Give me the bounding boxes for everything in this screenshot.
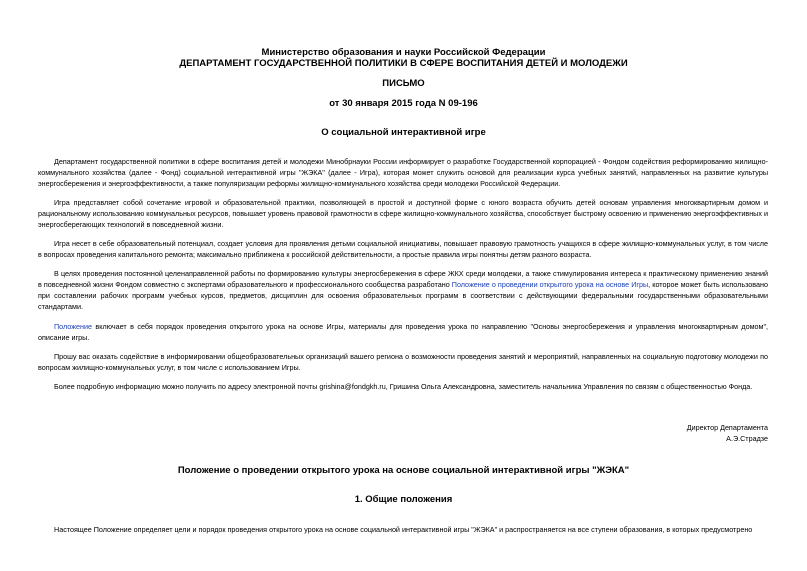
ministry-heading: Министерство образования и науки Российской Федерации — [261, 47, 546, 58]
paragraph-5 — [38, 321, 768, 343]
signature-position: Директор Департамента — [686, 423, 768, 432]
signature-name: А.Э.Страдзе — [726, 434, 768, 443]
paragraph-4-text-end: , которое может быть использовано при составлении рабочих программ учебных курсов, предметов, дисциплин для освоения образовательных программ в соответствии с действующими федеральными государственными образовательными стандартами. — [38, 280, 768, 311]
document-date-number: от 30 января 2015 года N 09-196 — [329, 98, 478, 109]
paragraph-4 — [38, 268, 768, 312]
section-1-title: 1. Общие положения — [354, 494, 453, 505]
document-type: ПИСЬМО — [382, 78, 425, 89]
regulation-link-short[interactable]: Положение — [54, 322, 92, 331]
section-1-paragraph-1: Настоящее Положение определяет цели и порядок проведения открытого урока на основе социальной интерактивной игры "ЖЭКА" и распространяется на все ступени образования, в которых предусмотрено — [54, 525, 753, 534]
paragraph-6: Прошу вас оказать содействие в информировании общеобразовательных организаций вашего региона о возможности проведения занятий и мероприятий, направленных на социальную подготовку молодежи по вопросам жилищно-коммунальных услуг, в том числе с использованием Игры. — [38, 352, 768, 372]
appendix-title: Положение о проведении открытого урока на основе социальной интерактивной игры "ЖЭКА" — [177, 465, 630, 476]
paragraph-2: Игра представляет собой сочетание игровой и образовательной практики, позволяющей в простой и доступной форме с юного возраста обучить детей основам управления многоквартирным домом и рациональному использованию коммунальных ресурсов, повышает уровень правовой грамотности в сфере жилищно-коммунального хозяйства, способствует быстрому освоению и применению энергоэффективных и энергосберегающих технологий в повседневной жизни. — [38, 198, 768, 229]
paragraph-7: Более подробную информацию можно получить по адресу электронной почты grishina@fondgkh.ru, Гришина Ольга Александровна, заместитель начальника Управления по связям с общественностью Фонда. — [54, 382, 753, 391]
regulation-link[interactable]: Положение о проведении открытого урока на основе Игры — [451, 280, 649, 289]
document-subject: О социальной интерактивной игре — [321, 127, 486, 138]
paragraph-5-text: включает в себя порядок проведения открытого урока на основе Игры, материалы для проведения урока по направлению "Основы энергосбережения и управления многоквартирным домом", описание игры. — [38, 322, 768, 342]
department-heading: ДЕПАРТАМЕНТ ГОСУДАРСТВЕННОЙ ПОЛИТИКИ В СФЕРЕ ВОСПИТАНИЯ ДЕТЕЙ И МОЛОДЕЖИ — [179, 58, 628, 69]
paragraph-4-text-start: В целях проведения постоянной целенаправленной работы по формированию культуры энергосбережения в сфере ЖКХ среди молодежи, а также стимулирования интереса к практическому применению знаний в повседневной жизни Фондом совместно с экспертами образовательного и профессионального сообщества разработано — [38, 269, 768, 289]
paragraph-1: Департамент государственной политики в сфере воспитания детей и молодежи Минобрнауки России информирует о разработке Государственной корпорацией - Фондом содействия реформированию жилищно-коммунального хозяйства (далее - Фонд) социальной интерактивной игры "ЖЭКА" (далее - Игра), которая может служить основой для реализации курса учебных занятий, направленных на развитие культуры энергосбережения и энергоэффективности, а также популяризации реформы жилищно-коммунального хозяйства среди молодежи Российской Федерации. — [38, 157, 768, 188]
paragraph-3: Игра несет в себе образовательный потенциал, создает условия для проявления детьми социальной инициативы, повышает правовую грамотность учащихся в сфере жилищно-коммунальных услуг, в том числе в вопросах проведения капитального ремонта; максимально приближена к российской действительности, а простые правила игры понятны детям разного возраста. — [38, 239, 768, 259]
